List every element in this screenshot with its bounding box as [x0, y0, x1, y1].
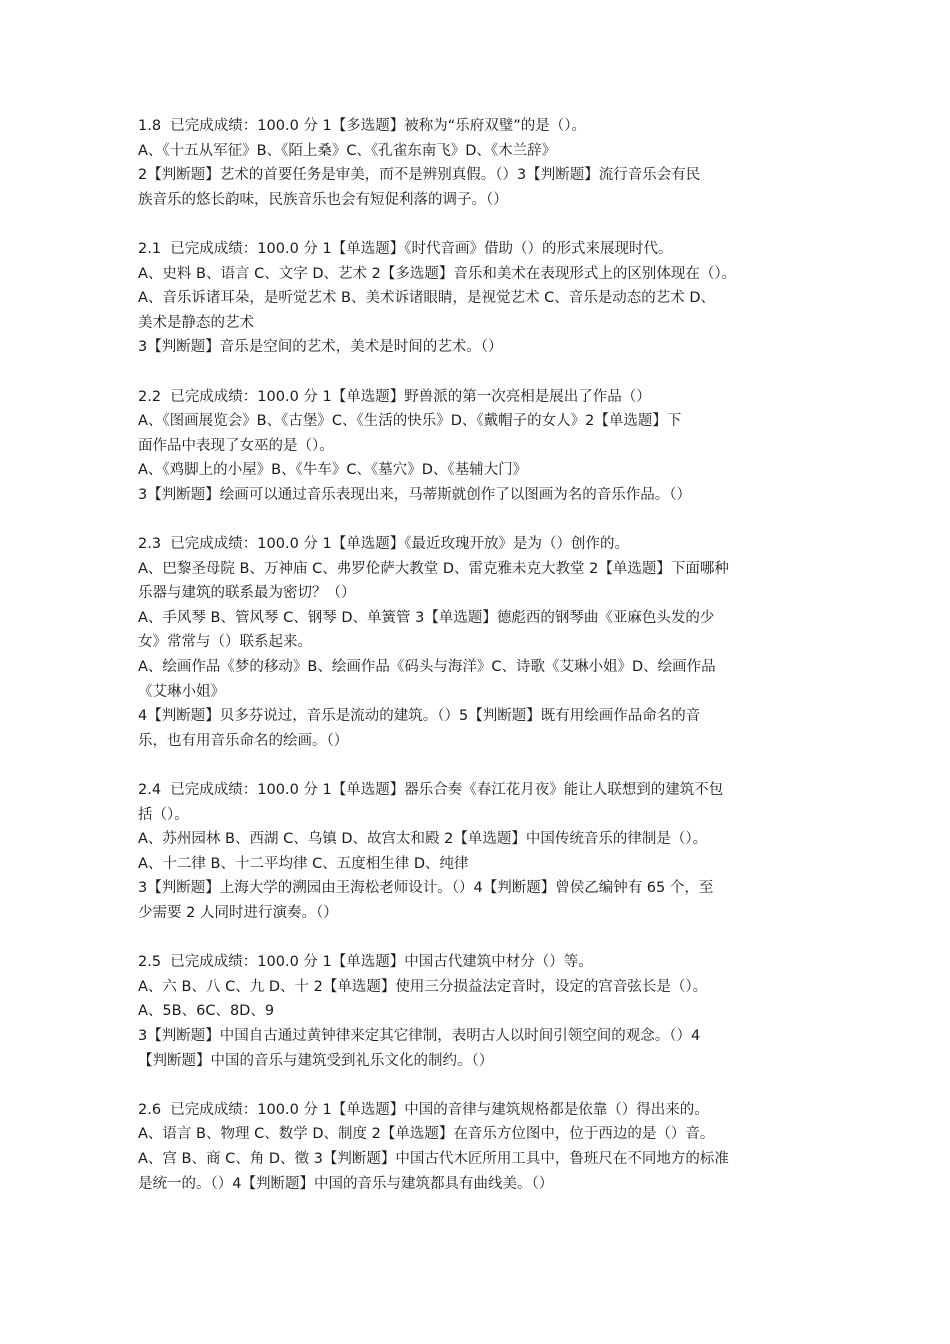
question-text-line: A、六 B、八 C、九 D、十 2【单选题】使用三分损益法定音时，设定的宫音弦长是（）。	[138, 978, 708, 995]
chapter-section	[138, 1098, 818, 1196]
question-text-line: 2【判断题】艺术的首要任务是审美，而不是辨别真假。（）3【判断题】流行音乐会有民	[138, 167, 701, 184]
section-heading-line: 1.8 已完成成绩：100.0 分 1【多选题】被称为“乐府双璧”的是（）。	[138, 118, 587, 134]
question-text-line: A、5B、6C、8D、9	[138, 1003, 275, 1020]
question-text-line: A、苏州园林 B、西湖 C、乌镇 D、故宫太和殿 2【单选题】中国传统音乐的律制是（）。	[138, 831, 708, 848]
section-heading-line: 2.3 已完成成绩：100.0 分 1【单选题】《最近玫瑰开放》是为（）创作的。	[138, 536, 629, 553]
chapter-section	[138, 114, 818, 212]
question-text-line: 【判断题】中国的音乐与建筑受到礼乐文化的制约。（）	[138, 1052, 494, 1069]
question-text-line: 少需要 2 人同时进行演奏。（）	[138, 905, 338, 921]
section-heading-line: 2.5 已完成成绩：100.0 分 1【单选题】中国古代建筑中材分（）等。	[138, 954, 593, 971]
chapter-section	[138, 532, 818, 753]
question-text-line: A、宫 B、商 C、角 D、徵 3【判断题】中国古代木匠所用工具中，鲁班尺在不同地方的标准	[138, 1150, 729, 1167]
question-text-line: A、巴黎圣母院 B、万神庙 C、弗罗伦萨大教堂 D、雷克雅未克大教堂 2【单选题】下面哪种	[138, 560, 729, 577]
question-text-line: A、语言 B、物理 C、数学 D、制度 2【单选题】在音乐方位图中，位于西边的是（）音。	[138, 1126, 715, 1143]
question-text-line: 3【判断题】中国自古通过黄钟律来定其它律制，表明古人以时间引领空间的观念。（）4	[138, 1027, 701, 1044]
question-text-line: 3【判断题】上海大学的溯园由王海松老师设计。（）4【判断题】曾侯乙编钟有 65 个，至	[138, 880, 714, 897]
question-text-line: 3【判断题】绘画可以通过音乐表现出来，马蒂斯就创作了以图画为名的音乐作品。（）	[138, 486, 691, 503]
question-text-line: 乐器与建筑的联系最为密切？（）	[138, 585, 356, 602]
question-text-line: 族音乐的悠长韵味，民族音乐也会有短促利落的调子。（）	[138, 191, 508, 208]
section-heading-line: 2.1 已完成成绩：100.0 分 1【单选题】《时代音画》借助（）的形式来展现时代。	[138, 240, 673, 257]
chapter-section	[138, 385, 818, 508]
question-text-line: 4【判断题】贝多芬说过，音乐是流动的建筑。（）5【判断题】既有用绘画作品命名的音	[138, 708, 701, 725]
chapter-section	[138, 778, 818, 926]
question-text-line: 3【判断题】音乐是空间的艺术，美术是时间的艺术。（）	[138, 339, 503, 356]
question-text-line: 面作品中表现了女巫的是（）。	[138, 437, 334, 454]
document-page	[138, 114, 818, 1221]
question-text-line: A、音乐诉诸耳朵，是听觉艺术 B、美术诉诸眼睛，是视觉艺术 C、音乐是动态的艺术 D、	[138, 290, 715, 307]
section-heading-line: 2.4 已完成成绩：100.0 分 1【单选题】器乐合奏《春江花月夜》能让人联想到的建筑不包	[138, 782, 724, 799]
question-text-line: A、十二律 B、十二平均律 C、五度相生律 D、纯律	[138, 855, 469, 872]
question-text-line: A、《图画展览会》B、《古堡》C、《生活的快乐》D、《戴帽子的女人》2【单选题】下	[138, 413, 682, 430]
question-text-line: 《艾琳小姐》	[138, 683, 225, 700]
question-text-line: A、绘画作品《梦的移动》B、绘画作品《码头与海洋》C、诗歌《艾琳小姐》D、绘画作品	[138, 659, 716, 676]
question-text-line: A、《鸡脚上的小屋》B、《牛车》C、《墓穴》D、《基辅大门》	[138, 462, 528, 479]
question-text-line: A、《十五从军征》B、《陌上桑》C、《孔雀东南飞》D、《木兰辞》	[138, 142, 557, 159]
question-text-line: A、手风琴 B、管风琴 C、钢琴 D、单簧管 3【单选题】德彪西的钢琴曲《亚麻色头发的少	[138, 609, 715, 626]
section-heading-line: 2.2 已完成成绩：100.0 分 1【单选题】野兽派的第一次亮相是展出了作品（）	[138, 388, 651, 405]
chapter-section	[138, 237, 818, 360]
chapter-section	[138, 950, 818, 1073]
question-text-line: 是统一的。（）4【判断题】中国的音乐与建筑都具有曲线美。（）	[138, 1175, 554, 1192]
question-text-line: 括（）。	[138, 806, 189, 823]
question-text-line: 女》常常与（）联系起来。	[138, 634, 312, 651]
question-text-line: 美术是静态的艺术	[138, 314, 254, 331]
section-heading-line: 2.6 已完成成绩：100.0 分 1【单选题】中国的音律与建筑规格都是依靠（）得出来的。	[138, 1101, 709, 1118]
question-text-line: 乐，也有用音乐命名的绘画。（）	[138, 732, 349, 749]
question-text-line: A、史料 B、语言 C、文字 D、艺术 2【多选题】音乐和美术在表现形式上的区别体现在（）。	[138, 265, 737, 282]
